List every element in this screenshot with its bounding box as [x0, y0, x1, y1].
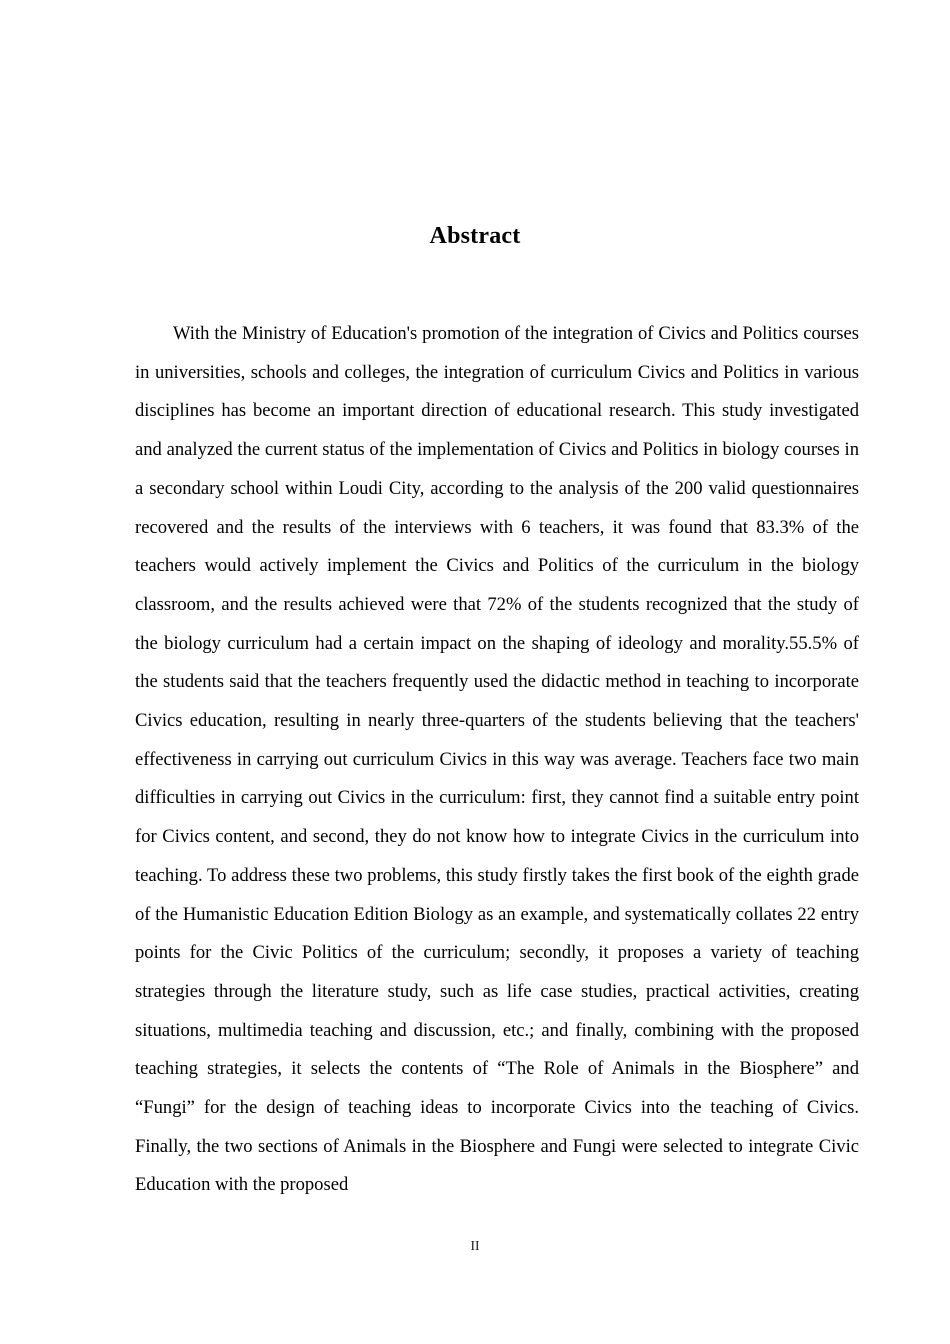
abstract-body	[135, 315, 859, 1205]
page-number: II	[470, 1238, 480, 1253]
abstract-paragraph: With the Ministry of Education's promotion of the integration of Civics and Politics courses in universities, schools and colleges, the integration of curriculum Civics and Politics in various disciplines has become an important direction of educational research. This study investigated and analyzed the current status of the implementation of Civics and Politics in biology courses in a secondary school within Loudi City, according to the analysis of the 200 valid questionnaires recovered and the results of the interviews with 6 teachers, it was found that 83.3% of the teachers would actively implement the Civics and Politics of the curriculum in the biology classroom, and the results achieved were that 72% of the students recognized that the study of the biology curriculum had a certain impact on the shaping of ideology and morality.55.5% of the students said that the teachers frequently used the didactic method in teaching to incorporate Civics education, resulting in nearly three-quarters of the students believing that the teachers' effectiveness in carrying out curriculum Civics in this way was average. Teachers face two main difficulties in carrying out Civics in the curriculum: first, they cannot find a suitable entry point for Civics content, and second, they do not know how to integrate Civics in the curriculum into teaching. To address these two problems, this study firstly takes the first book of the eighth grade of the Humanistic Education Edition Biology as an example, and systematically collates 22 entry points for the Civic Politics of the curriculum; secondly, it proposes a variety of teaching strategies through the literature study, such as life case studies, practical activities, creating situations, multimedia teaching and discussion, etc.; and finally, combining with the proposed teaching strategies, it selects the contents of “The Role of Animals in the Biosphere” and “Fungi” for the design of teaching ideas to incorporate Civics into the teaching of Civics. Finally, the two sections of Animals in the Biosphere and Fungi were selected to integrate Civic Education with the proposed	[135, 323, 859, 1196]
page-title: Abstract	[429, 223, 521, 250]
